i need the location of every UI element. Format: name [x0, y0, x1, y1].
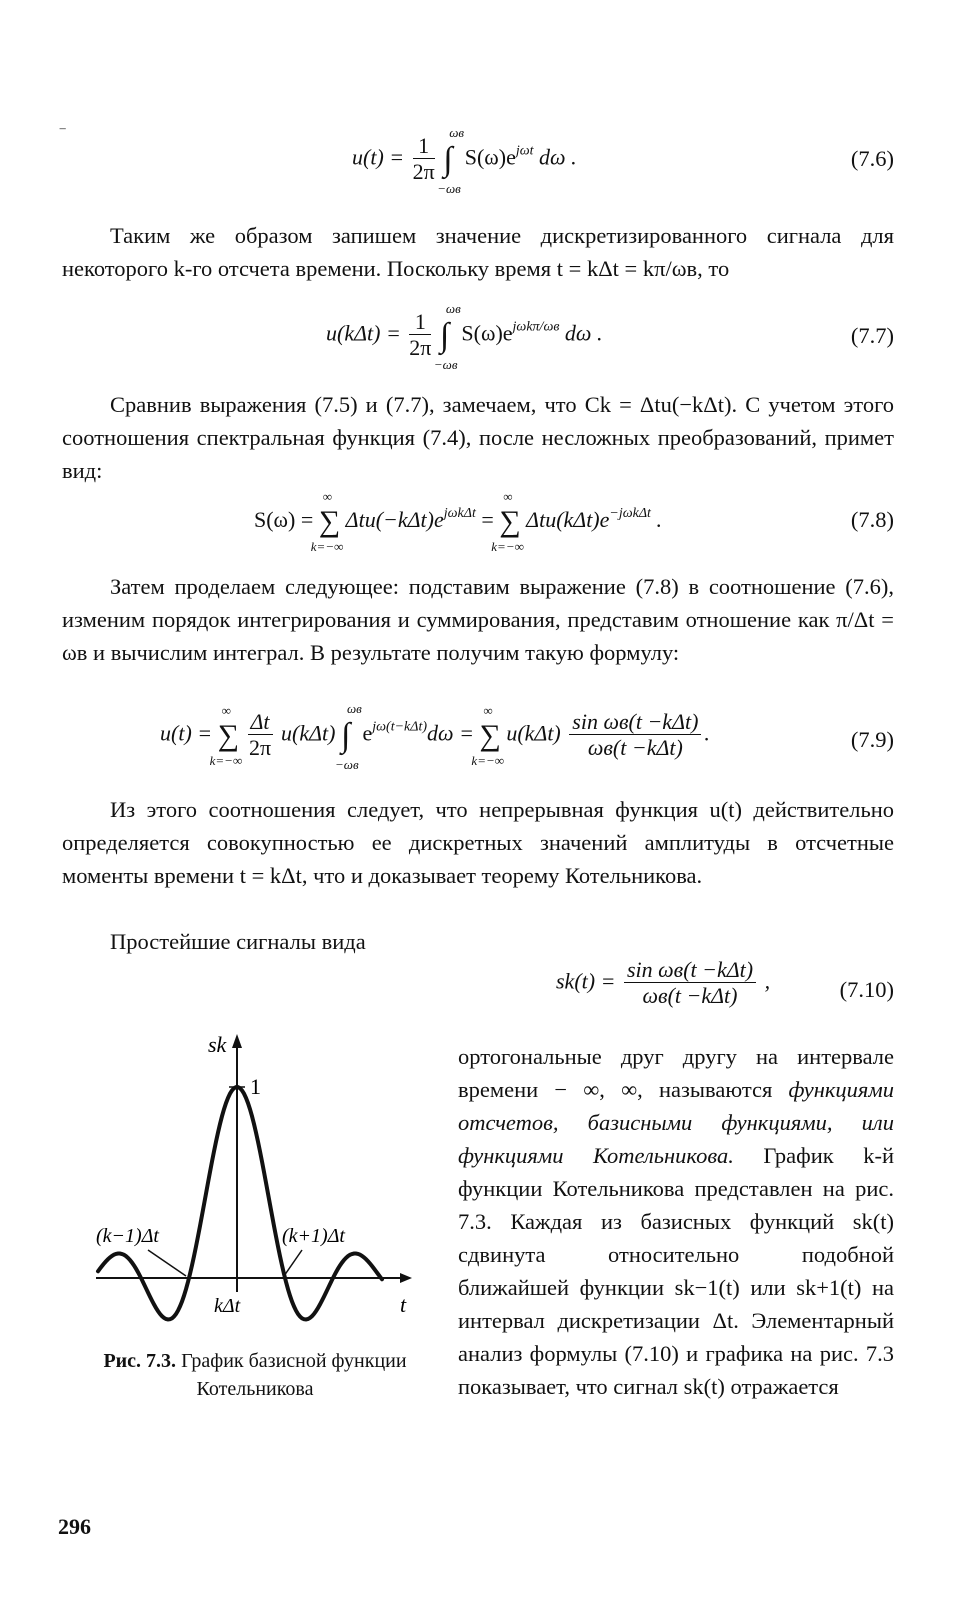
column-text: ортогональные друг другу на интервале времени − ∞, ∞, называются функциями отсчетов, базисными функциями, или функциями Котельникова. График k-й функции Котельникова представлен на рис. 7.3. Каждая из базисных функций sk(t) сдвинута относительно подобной ближайшей функции sk−1(t) или sk+1(t) на интервал дискретизации Δt. Элементарный анализ формулы (7.10) и графика на рис. 7.3 показывает, что сигнал sk(t) отражается	[458, 1044, 894, 1399]
equation-number: (7.10)	[839, 977, 894, 1002]
equation-7-7	[326, 300, 603, 372]
eq-exponent: jωkπ/ωв	[512, 319, 560, 335]
x-axis-label: t	[400, 1292, 407, 1317]
eq-exponent: −jωkΔt	[609, 506, 651, 522]
eq-body: S(ω)e	[461, 320, 513, 346]
eq-tail: dω .	[564, 320, 603, 346]
paragraph-1: Таким же образом запишем значение дискретизированного сигнала для некоторого k-го отсчета времени. Поскольку время t = kΔt = kπ/ωв, то	[62, 223, 894, 281]
fraction: $\frac{\Delta t}{2\pi}$	[248, 709, 272, 760]
sum-sign: ∑ ∞ k=−∞	[209, 702, 243, 768]
equation-7-8: S(ω) = ∑ ∞ k=−∞ $\Delta tu(-k\Delta t)e^{j\omega k\Delta t}$ = ∑ ∞ k=−∞ $\Delta tu(k\Delta t)e^{-j\omega k\Delta t}$ .	[254, 489, 662, 554]
integral-sign: ∫ ωв −ωв	[335, 700, 362, 772]
right-zero-pointer	[284, 1250, 302, 1276]
eq-tail: dω .	[539, 144, 577, 170]
eq-body: S(ω)e	[464, 144, 516, 170]
equation-number: (7.7)	[850, 323, 894, 348]
right-zero-label: (k+1)Δt	[282, 1225, 345, 1247]
fraction: $\frac{1}{2\pi}$	[409, 309, 432, 360]
eq-lhs: sk(t) =	[556, 968, 616, 994]
fraction: $\frac{\text{sin ωв(t −kΔt)}}{\text{ωв(t −kΔt)}}$	[569, 710, 701, 761]
sum-sign: ∑ ∞ k=−∞	[310, 489, 344, 554]
paragraph-2: Сравнив выражения (7.5) и (7.7), замечаем, что Ck = Δtu(−kΔt). С учетом этого соотношения спектральная функция (7.4), после несложных преобразований, примет вид:	[62, 392, 894, 483]
paragraph-3: Затем проделаем следующее: подставим выражение (7.8) в соотношение (7.6), изменим порядок интегрирования и суммирования, представим отношение как π/Δt = ωв и вычислим интеграл. В результате получим такую формулу:	[62, 574, 894, 665]
equation-7-6	[352, 124, 577, 196]
center-label: kΔt	[214, 1295, 241, 1317]
paragraph-4: Из этого соотношения следует, что непрерывная функция u(t) действительно определяется совокупностью ее дискретных значений амплитуды в отсчетные моменты времени t = kΔt, что и доказывает теорему Котельникова.	[62, 797, 894, 888]
equation-7-9: u(t) = ∑ ∞ k=−∞ $\frac{\Delta t}{2\pi}$ u(kΔt) ∫ ωв −ωв $e^{j\omega(t-k\Delta t)}d\omega$ = ∑ ∞ k=−∞ u(kΔt) $\frac{\text{sin ωв(t −kΔt)}}{\text{ωв(t −kΔt)}}$ .	[160, 700, 710, 772]
equation-number: (7.9)	[850, 727, 894, 752]
left-zero-pointer	[148, 1250, 186, 1276]
term-italic: функциями отсчетов, базисными функциями, или функциями Котельникова.	[458, 1077, 894, 1168]
page-number: 296	[58, 1514, 91, 1539]
eq-lhs: u(t) =	[352, 144, 405, 170]
x-axis-arrow	[400, 1273, 412, 1283]
sum-sign: ∑ ∞ k=−∞	[471, 702, 505, 768]
figure-kotelnikov-basis	[90, 1030, 430, 1330]
equation-7-10: sk(t) = $\frac{\text{sin ωв(t −kΔt)}}{\text{ωв(t −kΔt)}}$ ,	[556, 957, 771, 1008]
scan-mark: ‾	[60, 128, 66, 145]
integral-sign: ∫ ωв −ωв	[437, 124, 465, 196]
eq-exponent: jωt	[515, 143, 534, 159]
y-axis-label: sk	[208, 1032, 227, 1057]
eq-exponent: jω(t−kΔt)	[372, 719, 428, 735]
y-axis-arrow	[232, 1034, 242, 1048]
sinc-curve	[98, 1087, 382, 1319]
fraction: $\frac{\text{sin ωв(t −kΔt)}}{\text{ωв(t −kΔt)}}$	[624, 958, 756, 1009]
sum-sign: ∑ ∞ k=−∞	[491, 489, 524, 554]
equation-number: (7.6)	[850, 146, 894, 171]
eq-lhs: u(t) =	[160, 720, 213, 746]
eq-exponent: jωkΔt	[443, 506, 476, 522]
eq-lhs: u(kΔt) =	[326, 320, 401, 346]
figure-caption: Рис. 7.3. График базисной функции Котельникова	[103, 1350, 407, 1400]
eq-term: Δtu(kΔt)e	[526, 507, 610, 533]
equation-number: (7.8)	[850, 507, 894, 532]
left-zero-label: (k−1)Δt	[96, 1225, 159, 1247]
eq-term: Δtu(−kΔt)e	[345, 507, 444, 533]
fraction: $\frac{1}{2\pi}$	[412, 133, 435, 184]
integral-sign: ∫ ωв −ωв	[433, 300, 461, 372]
peak-label: 1	[250, 1074, 261, 1099]
paragraph-5: Простейшие сигналы вида	[110, 929, 366, 954]
eq-lhs: S(ω) =	[254, 507, 314, 533]
